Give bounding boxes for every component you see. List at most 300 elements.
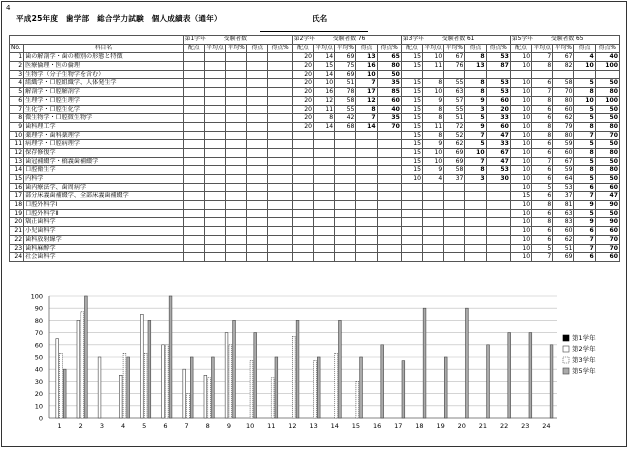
average-pct-cell: 67: [553, 53, 574, 62]
score-cell: [465, 235, 486, 244]
score-cell: 5: [574, 157, 595, 166]
bar-第2学年: [77, 320, 80, 418]
score-cell: [247, 96, 268, 105]
average-pct-cell: [335, 131, 356, 140]
score-pct-cell: 35: [377, 114, 401, 123]
average-cell: [423, 209, 444, 218]
average-cell: [204, 122, 225, 131]
average-cell: [204, 140, 225, 149]
score-cell: 7: [465, 157, 486, 166]
row-number: 13: [10, 157, 24, 166]
average-cell: [313, 192, 334, 201]
average-pct-cell: 62: [553, 114, 574, 123]
bar-第3学年: [229, 345, 232, 418]
bar-第3学年: [123, 353, 126, 418]
row-number: 22: [10, 235, 24, 244]
score-pct-cell: [377, 166, 401, 175]
points-cell: [401, 183, 422, 192]
sub-header: 得点: [574, 44, 595, 53]
average-cell: [423, 244, 444, 253]
bar-第2学年: [225, 333, 228, 418]
average-pct-cell: [335, 157, 356, 166]
score-cell: [247, 218, 268, 227]
average-cell: [423, 235, 444, 244]
average-cell: 8: [423, 131, 444, 140]
score-pct-cell: 70: [595, 131, 619, 140]
average-cell: [313, 175, 334, 184]
score-cell: [356, 227, 377, 236]
average-pct-cell: 60: [553, 148, 574, 157]
x-tick-label: 23: [521, 422, 530, 430]
score-pct-cell: 33: [486, 114, 510, 123]
score-cell: 14: [356, 122, 377, 131]
sub-header: 平均点: [532, 44, 553, 53]
average-cell: 10: [423, 88, 444, 97]
sub-header: 平均点: [423, 44, 444, 53]
legend-swatch: [563, 335, 569, 341]
score-cell: [247, 70, 268, 79]
average-cell: [313, 131, 334, 140]
row-number: 24: [10, 253, 24, 262]
average-pct-cell: [226, 140, 247, 149]
average-pct-cell: 58: [553, 79, 574, 88]
sub-header: 平均%: [335, 44, 356, 53]
average-cell: 8: [532, 122, 553, 131]
row-number: 21: [10, 227, 24, 236]
score-pct-cell: 60: [486, 122, 510, 131]
average-cell: 9: [423, 166, 444, 175]
y-tick-label: 100: [30, 292, 43, 301]
score-pct-cell: 80: [595, 148, 619, 157]
average-cell: 6: [532, 114, 553, 123]
table-row: [10, 88, 620, 97]
score-cell: [465, 209, 486, 218]
points-cell: [183, 53, 204, 62]
bar-第3学年: [356, 381, 359, 418]
average-cell: 6: [532, 79, 553, 88]
corner-mark: 4: [6, 4, 11, 12]
score-cell: [247, 183, 268, 192]
subject-name: 生化学・口腔生化学: [24, 105, 184, 114]
bar-第5学年: [127, 357, 130, 418]
sub-header: 得点%: [377, 44, 401, 53]
points-cell: [183, 192, 204, 201]
points-cell: 10: [510, 253, 531, 262]
average-cell: 6: [532, 148, 553, 157]
x-tick-label: 3: [99, 422, 104, 430]
average-pct-cell: [226, 148, 247, 157]
score-cell: 5: [465, 114, 486, 123]
row-number: 8: [10, 114, 24, 123]
bar-第3学年: [314, 361, 317, 418]
x-tick-label: 12: [288, 422, 297, 430]
score-cell: 8: [356, 105, 377, 114]
average-cell: 9: [423, 96, 444, 105]
average-pct-cell: 70: [553, 88, 574, 97]
score-cell: 6: [574, 183, 595, 192]
points-cell: [183, 166, 204, 175]
bar-第5学年: [487, 345, 490, 418]
score-cell: [247, 131, 268, 140]
score-pct-cell: [486, 253, 510, 262]
score-pct-cell: [377, 131, 401, 140]
score-pct-cell: [377, 218, 401, 227]
score-cell: [247, 166, 268, 175]
average-cell: [204, 114, 225, 123]
average-cell: [204, 192, 225, 201]
x-tick-label: 16: [372, 422, 382, 430]
table-row: [10, 140, 620, 149]
score-cell: [356, 148, 377, 157]
average-cell: [423, 201, 444, 210]
score-pct-cell: 80: [595, 88, 619, 97]
table-row: [10, 148, 620, 157]
score-pct-cell: [268, 96, 292, 105]
year2-header: 第2学年 受験者数 76: [292, 36, 401, 45]
y-tick-label: 60: [34, 341, 43, 350]
row-number: 15: [10, 175, 24, 184]
points-cell: 10: [510, 131, 531, 140]
score-cell: 17: [356, 88, 377, 97]
average-cell: [204, 96, 225, 105]
score-cell: [247, 157, 268, 166]
points-cell: [292, 227, 313, 236]
score-cell: 3: [465, 105, 486, 114]
table-row: [10, 131, 620, 140]
score-cell: [574, 70, 595, 79]
average-cell: [204, 175, 225, 184]
average-pct-cell: [226, 253, 247, 262]
points-cell: [183, 235, 204, 244]
row-number: 7: [10, 105, 24, 114]
score-pct-cell: [377, 157, 401, 166]
points-cell: [401, 201, 422, 210]
subject-name: 保存修復学: [24, 148, 184, 157]
score-pct-cell: 53: [486, 88, 510, 97]
table-row: [10, 70, 620, 79]
points-cell: [292, 183, 313, 192]
average-cell: [204, 79, 225, 88]
score-cell: [465, 183, 486, 192]
average-pct-cell: 52: [444, 131, 465, 140]
average-cell: 14: [313, 122, 334, 131]
average-pct-cell: 82: [553, 62, 574, 71]
score-cell: 13: [356, 53, 377, 62]
row-number: 6: [10, 96, 24, 105]
subject-name: 歯の解剖学・歯の種別の形態と特徴: [24, 53, 184, 62]
row-number: 16: [10, 183, 24, 192]
average-cell: 6: [532, 105, 553, 114]
subject-name: 微生物学・口腔微生物学: [24, 114, 184, 123]
score-pct-cell: 90: [595, 201, 619, 210]
points-cell: 10: [510, 166, 531, 175]
average-cell: 6: [532, 192, 553, 201]
average-pct-cell: 69: [444, 157, 465, 166]
bar-第2学年: [140, 314, 143, 418]
subject-name: 歯科理工学: [24, 122, 184, 131]
points-cell: [183, 148, 204, 157]
subject-name: 口腔外科学Ⅱ: [24, 209, 184, 218]
points-cell: 10: [510, 88, 531, 97]
score-pct-cell: 65: [377, 53, 401, 62]
average-pct-cell: [444, 183, 465, 192]
score-cell: [247, 62, 268, 71]
average-pct-cell: [335, 235, 356, 244]
x-tick-label: 8: [205, 422, 210, 430]
score-cell: 8: [574, 148, 595, 157]
score-pct-cell: [268, 192, 292, 201]
table-row: [10, 253, 620, 262]
average-pct-cell: [444, 227, 465, 236]
x-tick-label: 18: [415, 422, 424, 430]
x-tick-label: 19: [436, 422, 445, 430]
score-pct-cell: 50: [595, 105, 619, 114]
score-cell: [247, 53, 268, 62]
bar-第5学年: [360, 357, 363, 418]
average-cell: [204, 166, 225, 175]
points-cell: 15: [401, 131, 422, 140]
score-bar-chart: [9, 286, 621, 438]
points-cell: [292, 201, 313, 210]
score-cell: 8: [465, 53, 486, 62]
blank-header-cell: [10, 36, 184, 45]
average-cell: 8: [532, 62, 553, 71]
average-cell: [204, 209, 225, 218]
average-cell: 11: [313, 105, 334, 114]
score-pct-cell: 33: [486, 140, 510, 149]
average-cell: [532, 70, 553, 79]
score-pct-cell: 50: [377, 70, 401, 79]
score-pct-cell: [377, 209, 401, 218]
score-pct-cell: 60: [595, 253, 619, 262]
bar-第5学年: [339, 320, 342, 418]
points-cell: [401, 209, 422, 218]
points-cell: 15: [401, 96, 422, 105]
score-pct-cell: 87: [486, 62, 510, 71]
average-pct-cell: [444, 192, 465, 201]
points-cell: 10: [510, 244, 531, 253]
average-cell: [423, 70, 444, 79]
average-pct-cell: [335, 201, 356, 210]
average-pct-cell: [226, 157, 247, 166]
bar-第5学年: [190, 357, 193, 418]
average-pct-cell: 83: [553, 218, 574, 227]
score-pct-cell: [595, 70, 619, 79]
no-header: No.: [10, 44, 24, 53]
subject-name: 歯冠補綴学・橋義歯補綴学: [24, 157, 184, 166]
average-pct-cell: [226, 218, 247, 227]
score-cell: 7: [356, 79, 377, 88]
bar-第5学年: [550, 345, 553, 418]
bar-第5学年: [381, 345, 384, 418]
bar-第2学年: [162, 345, 165, 418]
bar-第3学年: [165, 345, 168, 418]
column-header-row: [10, 44, 620, 53]
average-cell: [313, 183, 334, 192]
points-cell: [510, 70, 531, 79]
score-pct-cell: [486, 192, 510, 201]
sub-header: 配点: [401, 44, 422, 53]
score-pct-cell: 47: [595, 192, 619, 201]
subject-name: 口腔衛生学: [24, 166, 184, 175]
average-pct-cell: [226, 114, 247, 123]
average-pct-cell: 69: [553, 253, 574, 262]
average-cell: [204, 105, 225, 114]
bar-第5学年: [63, 369, 66, 418]
average-cell: [313, 140, 334, 149]
average-pct-cell: 51: [553, 244, 574, 253]
bar-第2学年: [119, 375, 122, 418]
subject-name: 歯科放射線学: [24, 235, 184, 244]
subject-name: 矯正歯科学: [24, 218, 184, 227]
average-pct-cell: 60: [553, 105, 574, 114]
average-cell: 6: [532, 140, 553, 149]
score-pct-cell: [377, 201, 401, 210]
table-row: [10, 209, 620, 218]
average-cell: 10: [313, 79, 334, 88]
average-pct-cell: 78: [335, 88, 356, 97]
score-cell: [465, 192, 486, 201]
average-pct-cell: 37: [444, 175, 465, 184]
score-cell: [247, 227, 268, 236]
name-underline: [260, 31, 368, 32]
subject-name: 口腔外科学Ⅰ: [24, 201, 184, 210]
score-cell: [247, 140, 268, 149]
score-cell: [247, 192, 268, 201]
score-cell: [247, 244, 268, 253]
average-pct-cell: 63: [553, 209, 574, 218]
average-cell: [313, 209, 334, 218]
points-cell: 10: [510, 175, 531, 184]
average-pct-cell: 69: [335, 53, 356, 62]
score-report-page: [1, 1, 627, 447]
score-pct-cell: 50: [595, 209, 619, 218]
points-cell: [292, 157, 313, 166]
score-cell: 5: [574, 105, 595, 114]
points-cell: [183, 218, 204, 227]
average-pct-cell: 58: [444, 166, 465, 175]
points-cell: 10: [510, 105, 531, 114]
points-cell: 10: [401, 175, 422, 184]
score-pct-cell: [268, 253, 292, 262]
subject-name: 解剖学・口腔解剖学: [24, 88, 184, 97]
average-pct-cell: [226, 244, 247, 253]
bar-第5学年: [212, 357, 215, 418]
score-cell: 6: [574, 253, 595, 262]
x-tick-label: 2: [78, 422, 83, 430]
points-cell: 10: [510, 79, 531, 88]
table-row: [10, 62, 620, 71]
points-cell: 10: [510, 96, 531, 105]
average-pct-cell: [226, 88, 247, 97]
x-tick-label: 1: [57, 422, 62, 430]
score-pct-cell: [377, 148, 401, 157]
table-row: [10, 192, 620, 201]
score-pct-cell: [268, 105, 292, 114]
points-cell: [401, 253, 422, 262]
average-pct-cell: [335, 209, 356, 218]
average-cell: 6: [532, 175, 553, 184]
average-cell: [313, 148, 334, 157]
score-pct-cell: [268, 148, 292, 157]
score-pct-cell: 100: [595, 62, 619, 71]
average-pct-cell: [226, 183, 247, 192]
points-cell: [183, 157, 204, 166]
points-cell: 15: [401, 148, 422, 157]
bar-第3学年: [292, 336, 295, 418]
score-cell: [247, 253, 268, 262]
average-pct-cell: [335, 183, 356, 192]
legend-label: 第2学年: [572, 345, 596, 353]
sub-header: 得点: [356, 44, 377, 53]
subject-name: 内科学: [24, 175, 184, 184]
score-cell: [356, 235, 377, 244]
y-tick-label: 10: [34, 402, 43, 411]
score-cell: 8: [465, 88, 486, 97]
score-cell: 10: [356, 70, 377, 79]
points-cell: 15: [401, 157, 422, 166]
average-cell: [204, 88, 225, 97]
average-cell: 8: [423, 79, 444, 88]
x-tick-label: 6: [163, 422, 168, 430]
score-pct-cell: [268, 235, 292, 244]
average-cell: 10: [423, 157, 444, 166]
points-cell: [183, 114, 204, 123]
bar-第5学年: [275, 357, 278, 418]
score-cell: 7: [574, 131, 595, 140]
average-pct-cell: [335, 218, 356, 227]
average-pct-cell: 69: [444, 148, 465, 157]
score-pct-cell: [268, 166, 292, 175]
table-row: [10, 157, 620, 166]
score-pct-cell: 50: [595, 157, 619, 166]
average-pct-cell: 79: [553, 122, 574, 131]
score-cell: [247, 88, 268, 97]
average-cell: [423, 218, 444, 227]
average-cell: [423, 227, 444, 236]
points-cell: 15: [401, 114, 422, 123]
average-cell: [313, 201, 334, 210]
score-pct-cell: [268, 218, 292, 227]
x-tick-label: 24: [542, 422, 551, 430]
average-pct-cell: 55: [444, 79, 465, 88]
score-table-body: [10, 53, 620, 262]
score-cell: 5: [574, 175, 595, 184]
score-cell: 5: [574, 79, 595, 88]
points-cell: 10: [510, 209, 531, 218]
points-cell: 15: [401, 79, 422, 88]
score-pct-cell: 30: [486, 175, 510, 184]
average-pct-cell: [335, 227, 356, 236]
score-cell: 9: [465, 96, 486, 105]
sub-header: 平均%: [226, 44, 247, 53]
score-cell: [247, 114, 268, 123]
subject-name: 組織学・口腔組織学、人体発生学: [24, 79, 184, 88]
average-pct-cell: [226, 201, 247, 210]
average-pct-cell: 69: [335, 70, 356, 79]
score-cell: [465, 253, 486, 262]
average-pct-cell: [226, 122, 247, 131]
average-pct-cell: 53: [553, 183, 574, 192]
score-cell: [465, 244, 486, 253]
sub-header: 平均点: [313, 44, 334, 53]
average-pct-cell: [335, 175, 356, 184]
average-cell: 9: [423, 140, 444, 149]
score-pct-cell: [377, 235, 401, 244]
score-pct-cell: 60: [486, 96, 510, 105]
report-title: 平成25年度 歯学部 総合学力試験 個人成績表（通年）: [16, 14, 222, 23]
points-cell: 10: [510, 114, 531, 123]
